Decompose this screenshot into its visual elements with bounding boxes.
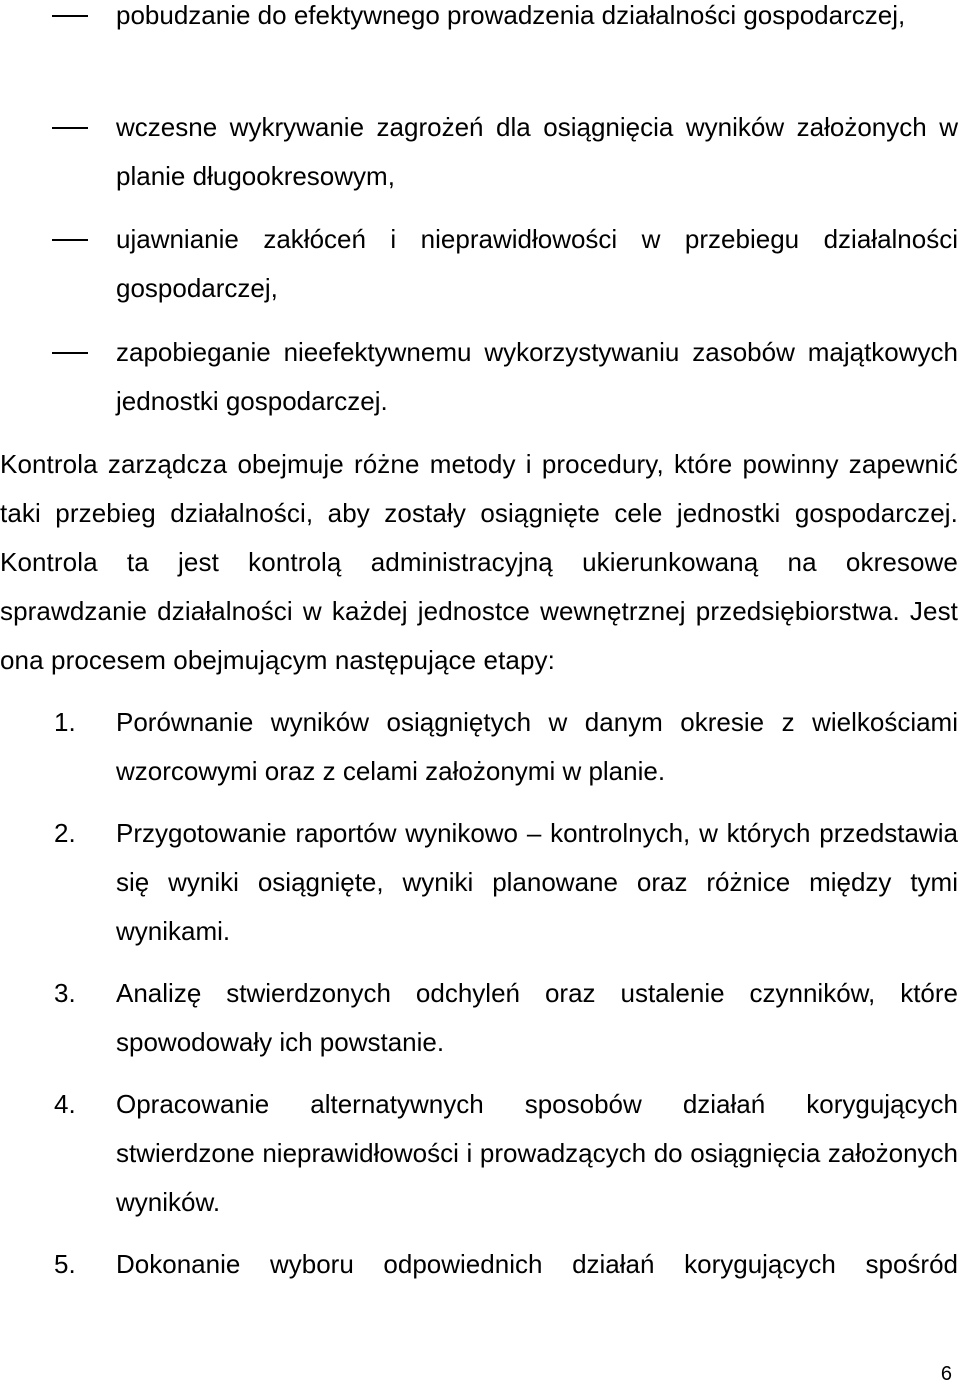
dash-bullet-icon: [52, 239, 88, 241]
item-text: Dokonanie wyboru odpowiednich działań korygujących spośród: [116, 1249, 958, 1279]
item-number: 1.: [54, 707, 76, 737]
item-text: Porównanie wyników osiągniętych w danym okresie z wielkościami wzorcowymi oraz z celami założonymi w planie.: [116, 707, 958, 786]
body-paragraph: Kontrola zarządcza obejmuje różne metody i procedury, które powinny zapewnić taki przebieg działalności, aby zostały osiągnięte cele jednostki gospodarczej. Kontrola ta jest kontrolą administracyjną ukierunkowaną na okresowe sprawdzanie działalności w każdej jednostce wewnętrznej przedsiębiorstwa. Jest ona procesem obejmującym następujące etapy:: [0, 449, 958, 675]
dash-bullet-icon: [52, 15, 88, 17]
item-number: 4.: [54, 1089, 76, 1119]
item-text: Analizę stwierdzonych odchyleń oraz ustalenie czynników, które spowodowały ich powstanie.: [116, 978, 958, 1057]
bullet-text: zapobieganie nieefektywnemu wykorzystywaniu zasobów majątkowych jednostki gospodarczej.: [116, 337, 958, 416]
item-text: Przygotowanie raportów wynikowo – kontrolnych, w których przedstawia się wyniki osiągnięte, wyniki planowane oraz różnice między tymi wynikami.: [116, 818, 958, 946]
item-number: 2.: [54, 818, 76, 848]
bullet-text: pobudzanie do efektywnego prowadzenia działalności gospodarczej,: [116, 0, 906, 30]
page-number: 6: [940, 1363, 952, 1385]
dash-bullet-icon: [52, 127, 88, 129]
item-text: Opracowanie alternatywnych sposobów działań korygujących stwierdzone nieprawidłowości i prowadzących do osiągnięcia założonych wyników.: [116, 1089, 958, 1217]
bullet-text: wczesne wykrywanie zagrożeń dla osiągnięcia wyników założonych w planie długookresowym,: [116, 112, 958, 191]
bullet-text: ujawnianie zakłóceń i nieprawidłowości w przebiegu działalności gospodarczej,: [116, 224, 958, 303]
item-number: 3.: [54, 978, 76, 1008]
dash-bullet-icon: [52, 352, 88, 354]
item-number: 5.: [54, 1249, 76, 1279]
